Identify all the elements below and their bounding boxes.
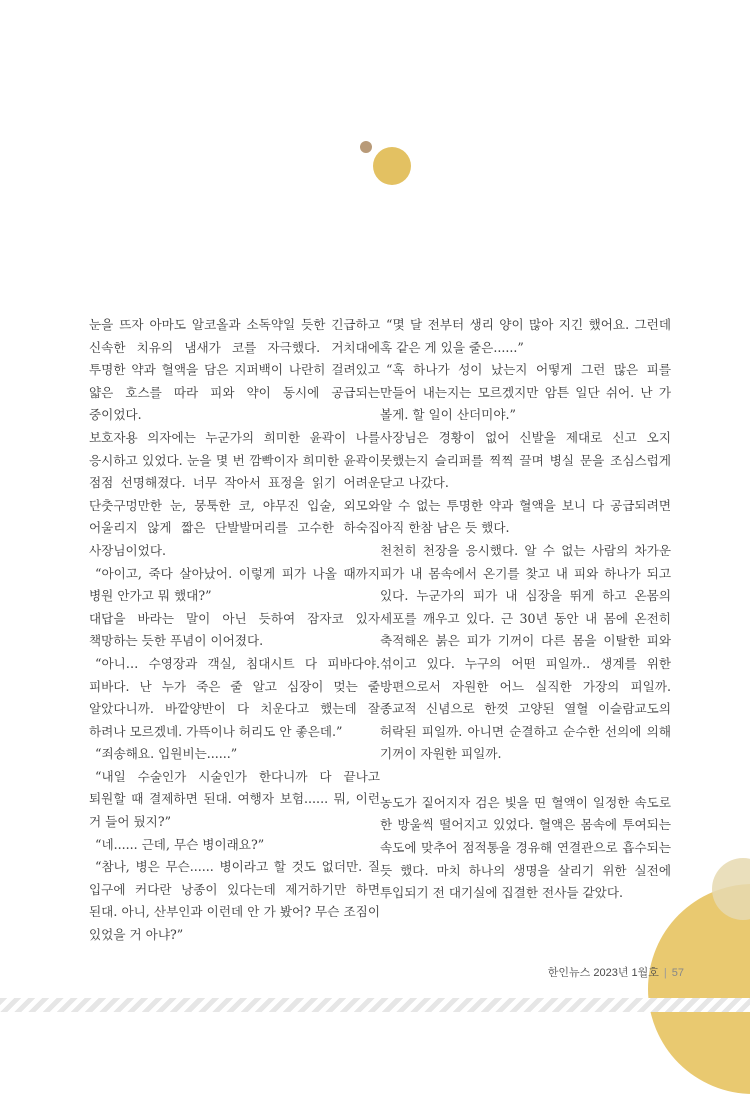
paragraph: 천천히 천장을 응시했다. 알 수 없는 사람의 차가운 피가 내 몸속에서 온기를 찾고 내 피와 하나가 되고 있다. 누군가의 피가 내 심장을 뛰게 하고 온몸의 세포를 깨우고 있다. 근 30년 동안 내 몸에 온전히 축적해온 붉은 피가 기꺼이 다른 몸을 이탈한 피와 섞이고 있다. 누구의 어떤 피일까.. 생계를 위한 방편으로서 자원한 어느 실직한 가장의 피일까. 종교적 신념으로 한껏 고양된 열혈 이슬람교도의 허락된 피일까. 아니면 순결하고 순수한 선의에 의해 기꺼이 자원한 피일까. [380,542,671,762]
paragraph: 농도가 짙어지자 검은 빛을 띤 혈액이 일정한 속도로 한 방울씩 떨어지고 있었다. 혈액은 몸속에 투여되는 속도에 맞추어 점적통을 경유해 연결관으로 흡수되는 듯 했다. 마치 하나의 생명을 살리기 위한 실전에 투입되기 전 대기실에 집결한 전사들 같았다. [380,794,671,901]
publication-name: 한인뉴스 2023년 1월호 [547,967,659,979]
page-number: 57 [671,967,684,979]
footer-separator: | [663,967,667,979]
page-footer [548,964,684,980]
paragraph: 알 수 없는 투명한 약과 혈액을 보니 다 공급되려면 아직 한참 남은 듯 했다. [380,497,671,536]
dialogue-paragraph: “혹 하나가 성이 났는지 어떻게 그런 많은 피를 만들어 내는지는 모르겠지만 암튼 일단 쉬어. 난 가 볼게. 할 일이 산더미야.” [380,362,671,423]
dialogue-paragraph: “내일 수술인가 시술인가 한다니까 다 끝나고 퇴원할 때 결제하면 된대. 여행자 보험...... 뭐, 이런 거 들어 뒀지?” [89,768,380,830]
paragraph: 대답을 바라는 말이 아닌 듯하여 잠자코 있자 책망하는 듯한 푸념이 이어졌다. [89,610,380,649]
dialogue-paragraph: “참나, 병은 무슨...... 병이라고 할 것도 없더만. 질 입구에 커다란 낭종이 있다는데 제거하기만 하면 된대. 아니, 산부인과 이런데 안 가 봤어? 무슨 조짐이 있었을 거 아냐?” [89,859,380,943]
paragraph: 보호자용 의자에는 누군가의 희미한 윤곽이 나를 응시하고 있었다. 눈을 몇 번 깜빡이자 희미한 윤곽이 점점 선명해졌다. 너무 작아서 표정을 읽기 어려운 단춧구멍만한 눈, 뭉툭한 코, 야무진 입술, 외모와 어울리지 않게 짧은 단발발머리를 고수한 하숙집 사장님이었다. [89,429,380,558]
dialogue-paragraph: “아니… 수영장과 객실, 침대시트 다 피바다야. 피바다. 난 누가 죽은 줄 알고 심장이 멎는 줄 알았다니까. 바깥양반이 다 치운다고 했는데 잘 하려나 모르겠네. 가뜩이나 허리도 안 좋은데.” [89,655,380,739]
dialogue-paragraph: “죄송해요. 입원비는......” [95,746,238,762]
decorative-small-dot [360,141,372,153]
dialogue-paragraph: “네...... 근데, 무슨 병이래요?” [95,836,265,852]
dialogue-paragraph: “몇 달 전부터 생리 양이 많아 지긴 했어요. 그런데 혹 같은 게 있을 줄은......” [380,317,671,355]
paragraph: 눈을 뜨자 아마도 알코올과 소독약일 듯한 긴급하고 신속한 치유의 냄새가 코를 자극했다. 거치대에 투명한 약과 혈액을 담은 지퍼백이 나란히 걸려있고 얇은 호스를 따라 피와 약이 동시에 공급되는 중이었다. [89,317,380,423]
right-text-column [380,314,671,905]
decorative-gold-circle [373,147,411,185]
left-text-column [89,314,380,947]
paragraph: 사장님은 경황이 없어 신발을 제대로 신고 오지 못했는지 슬리퍼를 찍찍 끌며 병실 문을 조심스럽게 닫고 나갔다. [380,429,671,491]
decorative-stripe-band [0,998,750,1012]
dialogue-paragraph: “아이고, 죽다 살아났어. 이렇게 피가 나올 때까지 병원 안가고 뭐 했대?” [89,565,380,604]
